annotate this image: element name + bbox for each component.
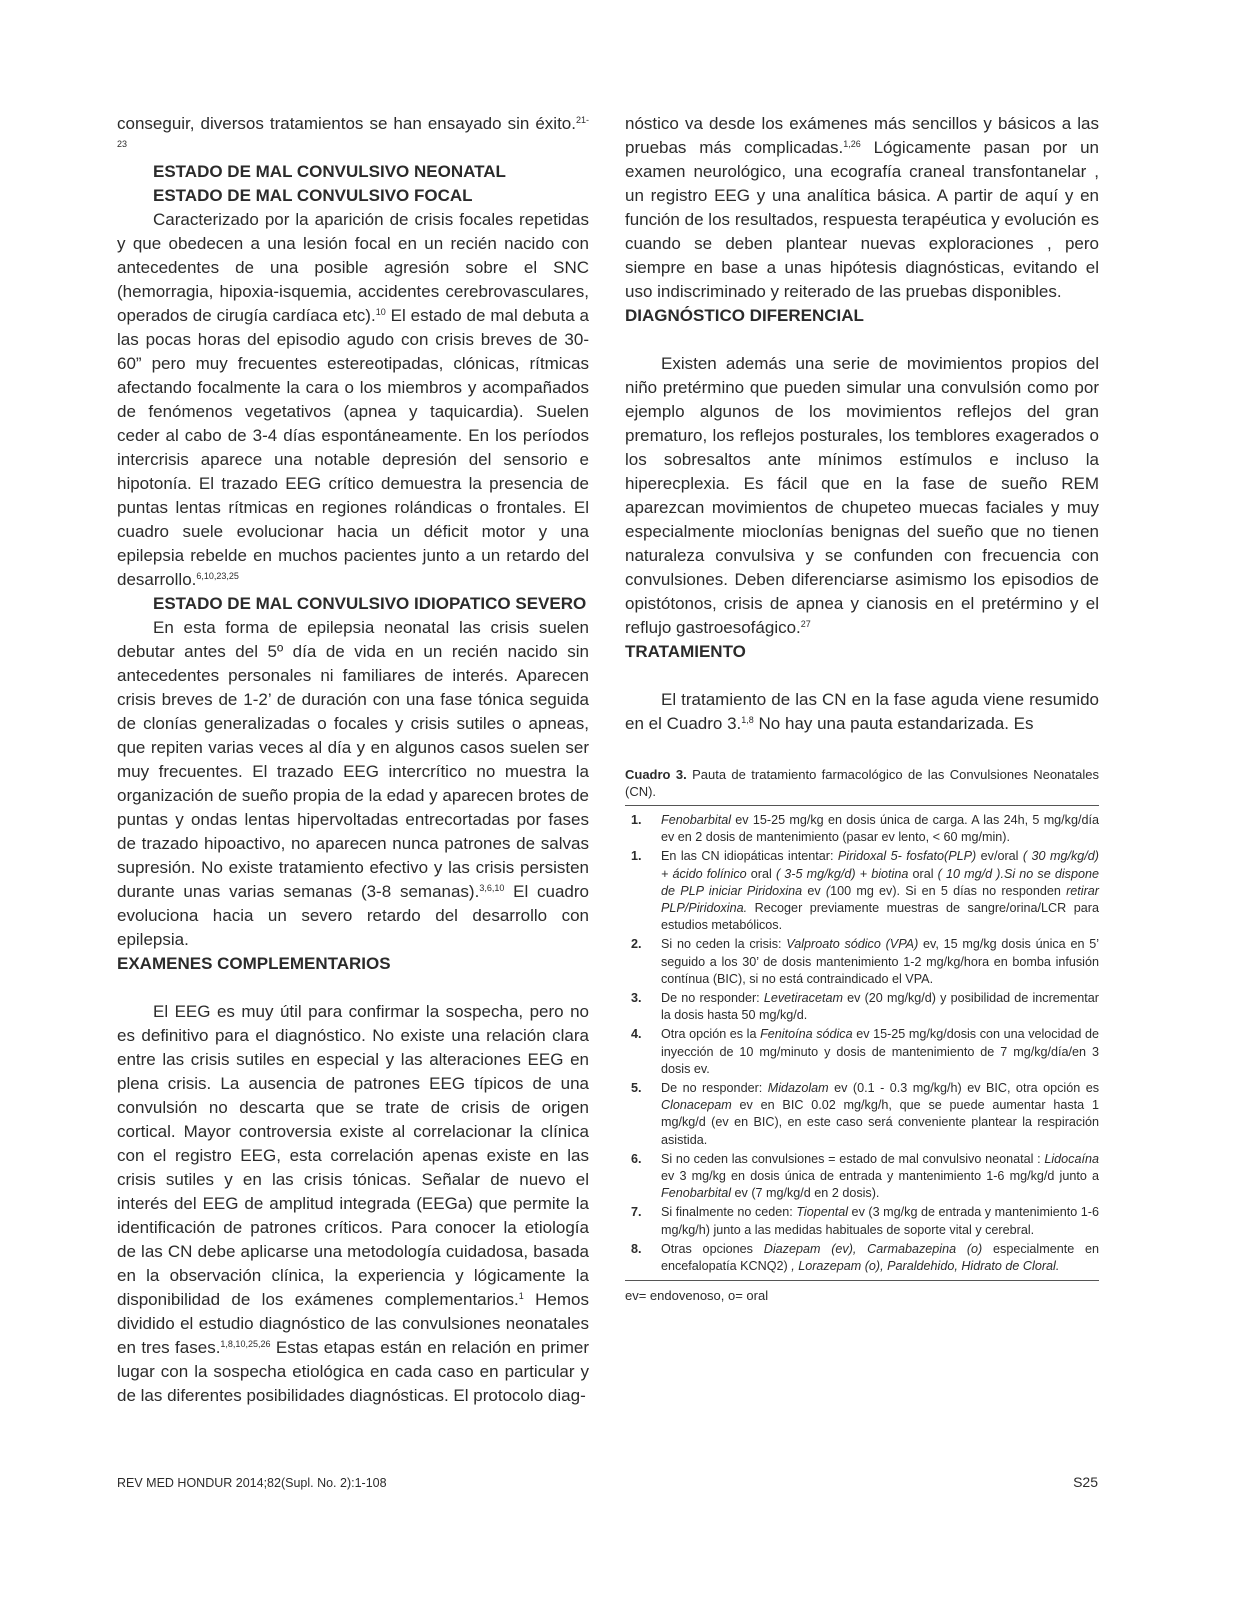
treatment-item-text: Otra opción es la Fenitoína sódica ev 15-25 mg/kg/dosis con una velocidad de inyección de 10 mg/minuto y dosis de mantenimiento de 7 mg/kg/día/en 3 dosis ev. [661,1027,1100,1076]
table-top-rule [625,805,1099,806]
eeg-paragraph: El EEG es muy útil para confirmar la sospecha, pero no es definitivo para el diagnóstico. No existe una relación clara entre las crisis sutiles en especial y las alteraciones EEG en plena crisis. La ausencia de patrones EEG típicos de una convulsión no descarta que se trate de crisis de origen cortical. Mayor controversia existe al correlacionar la clínica con el registro EEG, esta correlación apenas existe en las crisis sutiles y en las crisis tónicas. Señalar de nuevo el interés del EEG de amplitud integrada (EEGa) que permite la identificación de patrones críticos. Para conocer la etiología de las CN debe aplicarse una metodología cuidadosa, basada en la observación clínica, la experiencia y lógicamente la disponibilidad de los exámenes complementarios.$^1$ Hemos dividido el estudio diagnóstico de las convulsiones neonatales en tres fases.$^{1,8,10,25,26}$ Estas etapas están en relación en primer lugar con la sospecha etiológica en cada caso en particular y de las diferentes posibilidades diagnósticas. El protocolo diag- [117,1002,590,1405]
journal-citation: REV MED HONDUR 2014;82(Supl. No. 2):1-108 [117,1476,387,1490]
treatment-item [625,1204,1099,1238]
intro-paragraph: conseguir, diversos tratamientos se han ensayado sin éxito.$^{21-23}$ [117,114,589,149]
right-column [625,112,1099,1304]
treatment-item-number: 5. [631,1081,642,1096]
heading-tratamiento: TRATAMIENTO [625,642,746,661]
treatment-item-number: 3. [631,991,642,1006]
treatment-item-text: Otras opciones Diazepam (ev), Carmabazepina (o) especialmente en encefalopatía KCNQ2) , Lorazepam (o), Paraldehido, Hidrato de Cloral. [661,1241,1100,1274]
heading-examenes: EXAMENES COMPLEMENTARIOS [117,954,391,973]
table-footnote: ev= endovenoso, o= oral [625,1288,769,1304]
treatment-item [625,1241,1099,1275]
treatment-item-number: 1. [631,813,642,827]
treatment-item-number: 8. [631,1241,642,1256]
treatment-item-text: Fenobarbital ev 15-25 mg/kg en dosis única de carga. A las 24h, 5 mg/kg/día ev en 2 dosis de mantenimiento (pasar ev lento, < 60 mg/min). [661,813,1099,845]
table-bottom-rule [625,1280,1099,1281]
treatment-item [625,990,1099,1024]
treatment-item-number: 1. [631,849,642,864]
left-column [117,112,589,1408]
table-caption: Cuadro 3. Pauta de tratamiento farmacológico de las Convulsiones Neonatales (CN). [625,767,1099,799]
treatment-item-number: 6. [631,1151,642,1166]
treatment-item-number: 7. [631,1205,642,1220]
treatment-item [625,1080,1099,1149]
page-number: S25 [1073,1474,1098,1490]
treatment-item [625,1026,1099,1078]
treatment-item-text: De no responder: Levetiracetam ev (20 mg/kg/d) y posibilidad de incrementar la dosis hasta 50 mg/kg/d. [661,991,1099,1023]
diferencial-paragraph: Existen además una serie de movimientos propios del niño pretérmino que pueden simular una convulsión como por ejemplo algunos de los movimientos reflejos del gran prematuro, los reflejos posturales, los temblores exagerados o los sobresaltos ante mínimos estímulos e incluso la hiperecplexia. Es fácil que en la fase de sueño REM aparezcan movimientos de chupeteo muecas faciales y muy especialmente mioclonías benignas del sueño que no tienen naturaleza convulsiva y se confunden con frecuencia con convulsiones. Deben diferenciarse asimismo los episodios de opistótonos, crisis de apnea y cianosis en el pretérmino y el reflujo gastroesofágico.$^{27}$ [625,354,1099,637]
treatment-item-text: De no responder: Midazolam ev (0.1 - 0.3 mg/kg/h) ev BIC, otra opción es Clonacepam ev en BIC 0.02 mg/kg/h, que se puede aumentar hasta 1 mg/kg/d (ev en BIC), en este caso será conveniente plantear la respiración asistida. [661,1081,1100,1147]
treatment-list [625,812,1099,1275]
treatment-item [625,1151,1099,1203]
focal-paragraph: Caracterizado por la aparición de crisis focales repetidas y que obedecen a una lesión focal en un recién nacido con antecedentes de una posible agresión sobre el SNC (hemorragia, hipoxia-isquemia, accidentes cerebrovasculares, operados de cirugía cardíaca etc).$^{10}$ El estado de mal debuta a las pocas horas del episodio agudo con crisis breves de 30-60” pero muy frecuentes estereotipadas, clónicas, rítmicas afectando focalmente la cara o los miembros y acompañados de fenómenos vegetativos (apnea y taquicardia). Suelen ceder al cabo de 3-4 días espontáneamente. En los períodos intercrisis aparece una notable depresión del sensorio e hipotonía. El trazado EEG crítico demuestra la presencia de puntas lentas rítmicas en regiones rolándicas o frontales. El cuadro suele evolucionar hacia un déficit motor y una epilepsia rebelde en muchos pacientes junto a un retardo del desarrollo.$^{6,10,23,25}$ [117,210,590,589]
treatment-item-number: 2. [631,937,642,952]
treatment-item [625,812,1099,846]
heading-neonatal: ESTADO DE MAL CONVULSIVO NEONATAL [153,162,506,181]
treatment-item-text: Si no ceden la crisis: Valproato sódico (VPA) ev, 15 mg/kg dosis única en 5’ seguido a los 30’ de dosis mantenimiento 1-2 mg/kg/hora en bomba infusión contínua (BIC), si no está contraindicado el VPA. [661,937,1100,986]
treatment-item-text: En las CN idiopáticas intentar: Piridoxal 5- fosfato(PLP) ev/oral ( 30 mg/kg/d) + ácido folínico oral ( 3-5 mg/kg/d) + biotina oral ( 10 mg/d ).Si no se dispone de PLP iniciar Piridoxina ev (100 mg ev). Si en 5 días no responden retirar PLP/Piridoxina. Recoger previamente muestras de sangre/orina/LCR para estudios metabólicos. [661,849,1099,933]
heading-focal: ESTADO DE MAL CONVULSIVO FOCAL [153,186,473,205]
treatment-item-number: 4. [631,1027,642,1042]
heading-idiopatico: ESTADO DE MAL CONVULSIVO IDIOPATICO SEVERO [153,594,587,613]
diagnostic-continuation-paragraph: nóstico va desde los exámenes más sencillos y básicos a las pruebas más complicadas.$^{1,26}$ Lógicamente pasan por un examen neurológico, una ecografía craneal transfontanelar , un registro EEG y una analítica básica. A partir de aquí y en función de los resultados, respuesta terapéutica y evolución es cuando se deben plantear nuevas exploraciones , pero siempre en base a unas hipótesis diagnósticas, evitando el uso indiscriminado y reiterado de las pruebas disponibles. [625,114,1099,301]
idiopatico-paragraph: En esta forma de epilepsia neonatal las crisis suelen debutar antes del 5º día de vida en un recién nacido sin antecedentes personales ni familiares de interés. Aparecen crisis breves de 1-2’ de duración con una fase tónica seguida de clonías generalizadas o focales y crisis sutiles o apneas, que repiten varias veces al día y en algunos casos suelen ser muy frecuentes. El trazado EEG intercrítico no muestra la organización de sueño propia de la edad y aparecen brotes de puntas y ondas lentas hipervoltadas entrecortadas por fases de trazado hipoactivo, no aparecen nunca patrones de salvas supresión. No existe tratamiento efectivo y las crisis persisten durante unas varias semanas (3-8 semanas).$^{3,6,10}$ El cuadro evoluciona hacia un severo retardo del desarrollo con epilepsia. [117,618,590,949]
treatment-item-text: Si no ceden las convulsiones = estado de mal convulsivo neonatal : Lidocaína ev 3 mg/kg en dosis única de entrada y mantenimiento 1-6 mg/kg/d junto a Fenobarbital ev (7 mg/kg/d en 2 dosis). [661,1151,1099,1201]
tratamiento-paragraph: El tratamiento de las CN en la fase aguda viene resumido en el Cuadro 3.$^{1,8}$ No hay una pauta estandarizada. Es [625,690,1099,733]
heading-diferencial: DIAGNÓSTICO DIFERENCIAL [625,306,864,325]
treatment-item [625,936,1099,988]
treatment-item-text: Si finalmente no ceden: Tiopental ev (3 mg/kg de entrada y mantenimiento 1-6 mg/kg/h) junto a las medidas habituales de soporte vital y cerebral. [661,1205,1099,1237]
treatment-item [625,848,1099,934]
